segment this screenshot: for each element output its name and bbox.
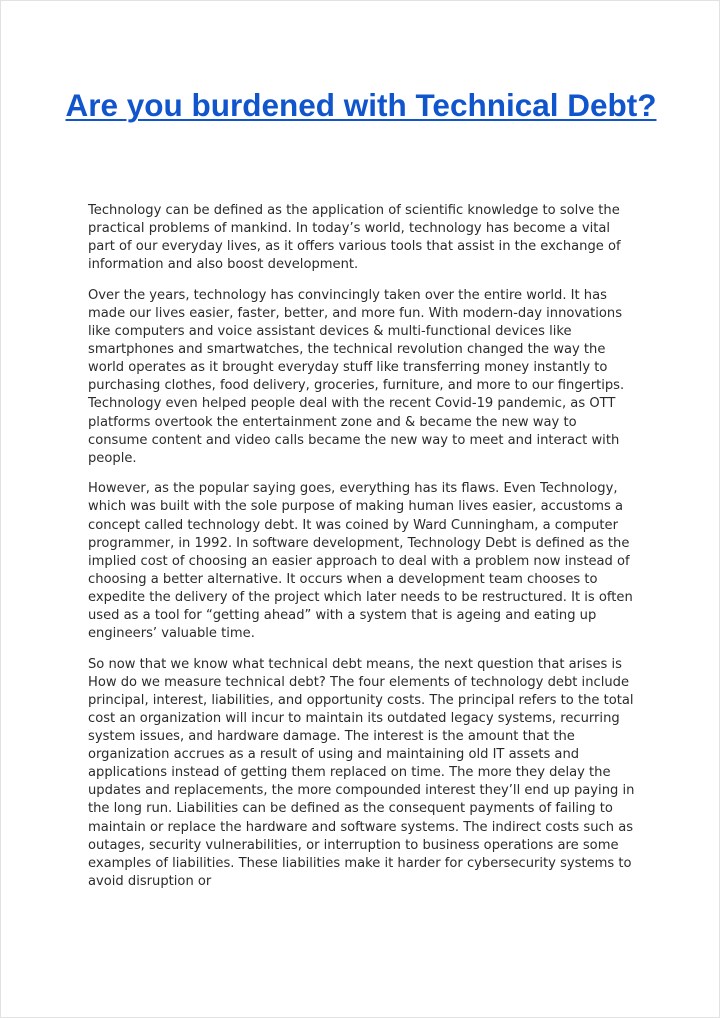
paragraph-4: So now that we know what technical debt means, the next question that arises is How do we measure technical debt? The four elements of technology debt include principal, interest, liabilities, and opportunity costs. The principal refers to the total cost an organization will incur to maintain its outdated legacy systems, recurring system issues, and hardware damage. The interest is the amount that the organization accrues as a result of using and maintaining old IT assets and applications instead of getting them replaced on time. The more they delay the updates and replacements, the more compounded interest they’ll end up paying in the long run. Liabilities can be defined as the consequent payments of failing to maintain or replace the hardware and software systems. The indirect costs such as outages, security vulnerabilities, or interruption to business operations are some examples of liabilities. These liabilities make it harder for cybersecurity systems to avoid disruption or [88,656,635,889]
paragraph-3: However, as the popular saying goes, everything has its flaws. Even Technology, which was built with the sole purpose of making human lives easier, accustoms a concept called technology debt. It was coined by Ward Cunningham, a computer programmer, in 1992. In software development, Technology Debt is defined as the implied cost of choosing an easier approach to deal with a problem now instead of choosing a better alternative. It occurs when a development team chooses to expedite the delivery of the project which later needs to be restructured. It is often used as a tool for “getting ahead” with a system that is ageing and eating up engineers’ valuable time. [88,481,633,642]
paragraph-1: Technology can be defined as the application of scientific knowledge to solve the practical problems of mankind. In today’s world, technology has become a vital part of our everyday lives, as it offers various tools that assist in the exchange of information and also boost development. [88,203,621,273]
paragraph-2: Over the years, technology has convincingly taken over the entire world. It has made our lives easier, faster, better, and more fun. With modern-day innovations like computers and voice assistant devices & multi-functional devices like smartphones and smartwatches, the technical revolution changed the way the world operates as it brought everyday stuff like transferring money instantly to purchasing clothes, food delivery, groceries, furniture, and more to our fingertips. Technology even helped people deal with the recent Covid-19 pandemic, as OTT platforms overtook the entertainment zone and & became the new way to consume content and video calls became the new way to meet and interact with people. [88,287,625,466]
document-body [88,202,638,903]
document-title-link[interactable]: Are you burdened with Technical Debt? [65,87,657,123]
